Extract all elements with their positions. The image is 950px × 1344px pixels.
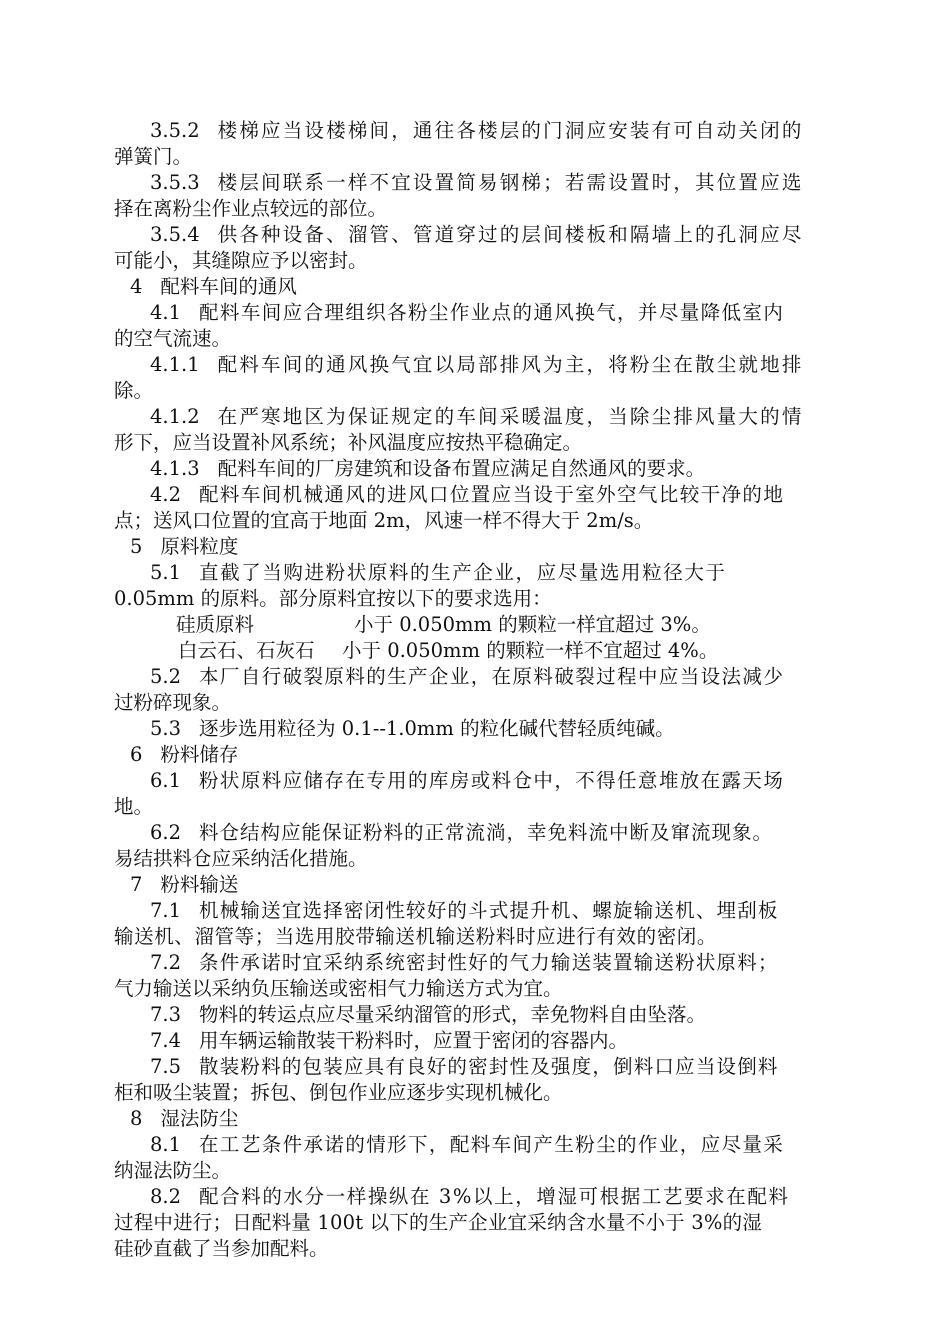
clause-4-1-1 [114, 352, 826, 378]
section-heading-7 [114, 872, 826, 898]
clause-3-5-2 [114, 118, 826, 144]
clause-7-1 [114, 898, 826, 924]
clause-text: 纳湿法防尘。 [114, 1159, 232, 1182]
clause-continuation [114, 976, 826, 1002]
clause-text: 0.05mm 的原料。部分原料宜按以下的要求选用： [114, 587, 552, 610]
clause-number: 4.1 [150, 301, 182, 324]
section-heading-8 [114, 1106, 826, 1132]
clause-6-1 [114, 768, 826, 794]
clause-text: 本厂自行破裂原料的生产企业，在原料破裂过程中应当设法减少 [199, 665, 785, 688]
requirement-row-silica [114, 612, 826, 638]
clause-continuation [114, 586, 826, 612]
material-name: 硅质原料 [176, 613, 255, 636]
clause-continuation [114, 144, 826, 170]
clause-text: 柜和吸尘装置；拆包、倒包作业应逐步实现机械化。 [114, 1081, 563, 1104]
clause-8-1 [114, 1132, 826, 1158]
clause-text: 物料的转运点应尽量采纳溜管的形式，幸免物料自由坠落。 [199, 1003, 707, 1026]
section-title: 粉料输送 [160, 873, 239, 896]
clause-number: 4.2 [150, 483, 182, 506]
section-number: 6 [130, 743, 143, 766]
section-number: 8 [130, 1107, 143, 1130]
clause-text: 料仓结构应能保证粉料的正常流淌，幸免料流中断及窜流现象。 [199, 821, 774, 844]
clause-5-3 [114, 716, 826, 742]
clause-7-4 [114, 1028, 826, 1054]
clause-continuation [114, 378, 826, 404]
clause-5-1 [114, 560, 826, 586]
section-heading-4 [114, 274, 826, 300]
clause-8-2 [114, 1184, 826, 1210]
requirement-text: 小于 0.050mm 的颗粒一样不宜超过 4%。 [342, 639, 719, 662]
clause-text: 点；送风口位置的宜高于地面 2m，风速一样不得大于 2m/s。 [114, 509, 654, 532]
clause-number: 7.4 [150, 1029, 182, 1052]
clause-3-5-4 [114, 222, 826, 248]
clause-number: 6.1 [150, 769, 182, 792]
section-number: 4 [130, 275, 143, 298]
clause-text: 楼梯应当设楼梯间，通往各楼层的门洞应安装有可自动关闭的 [217, 119, 804, 142]
requirement-text: 小于 0.050mm 的颗粒一样宜超过 3%。 [354, 613, 711, 636]
section-heading-5 [114, 534, 826, 560]
clause-number: 4.1.3 [150, 457, 200, 480]
clause-text: 逐步选用粒径为 0.1--1.0mm 的粒化碱代替轻质纯碱。 [199, 717, 675, 740]
clause-continuation [114, 508, 826, 534]
clause-4-1 [114, 300, 826, 326]
clause-6-2 [114, 820, 826, 846]
clause-text: 可能小，其缝隙应予以密封。 [114, 249, 368, 272]
clause-continuation [114, 794, 826, 820]
section-title: 粉料储存 [160, 743, 239, 766]
clause-number: 3.5.2 [150, 119, 200, 142]
clause-text: 硅砂直截了当参加配料。 [114, 1237, 329, 1260]
clause-text: 配合料的水分一样操纵在 3%以上，增湿可根据工艺要求在配料 [199, 1185, 790, 1208]
clause-number: 8.2 [150, 1185, 182, 1208]
section-number: 7 [130, 873, 143, 896]
clause-number: 5.3 [150, 717, 182, 740]
clause-5-2 [114, 664, 826, 690]
clause-number: 3.5.3 [150, 171, 200, 194]
clause-text: 的空气流速。 [114, 327, 232, 350]
clause-text: 配料车间的厂房建筑和设备布置应满足自然通风的要求。 [217, 457, 706, 480]
clause-7-5 [114, 1054, 826, 1080]
clause-text: 在严寒地区为保证规定的车间采暖温度，当除尘排风量大的情 [217, 405, 804, 428]
clause-continuation [114, 924, 826, 950]
clause-continuation [114, 196, 826, 222]
clause-text: 直截了当购进粉状原料的生产企业，应尽量选用粒径大于 [199, 561, 727, 584]
clause-text: 粉状原料应储存在专用的库房或料仓中，不得任意堆放在露天场 [199, 769, 785, 792]
section-heading-6 [114, 742, 826, 768]
clause-continuation [114, 1210, 826, 1236]
clause-text: 配料车间应合理组织各粉尘作业点的通风换气，并尽量降低室内 [199, 301, 785, 324]
clause-text: 易结拱料仓应采纳活化措施。 [114, 847, 368, 870]
clause-4-1-3 [114, 456, 826, 482]
clause-continuation [114, 326, 826, 352]
clause-text: 气力输送以采纳负压输送或密相气力输送方式为宜。 [114, 977, 563, 1000]
clause-number: 5.1 [150, 561, 182, 584]
clause-text: 过程中进行；日配料量 100t 以下的生产企业宜采纳含水量不小于 3%的湿 [114, 1211, 762, 1234]
clause-number: 8.1 [150, 1133, 182, 1156]
clause-text: 机械输送宜选择密闭性较好的斗式提升机、螺旋输送机、埋刮板 [199, 899, 779, 922]
clause-number: 5.2 [150, 665, 182, 688]
clause-4-2 [114, 482, 826, 508]
clause-3-5-3 [114, 170, 826, 196]
clause-continuation [114, 1158, 826, 1184]
document-page [114, 118, 826, 1262]
clause-continuation [114, 690, 826, 716]
clause-text: 地。 [114, 795, 154, 818]
clause-number: 3.5.4 [150, 223, 200, 246]
clause-text: 形下，应当设置补风系统；补风温度应按热平稳确定。 [114, 431, 583, 454]
clause-number: 6.2 [150, 821, 182, 844]
clause-number: 4.1.2 [150, 405, 200, 428]
requirement-row-dolomite [114, 638, 826, 664]
clause-text: 楼层间联系一样不宜设置简易钢梯；若需设置时，其位置应选 [217, 171, 804, 194]
clause-text: 散装粉料的包装应具有良好的密封性及强度，倒料口应当设倒料 [199, 1055, 779, 1078]
clause-text: 输送机、溜管等；当选用胶带输送机输送粉料时应进行有效的密闭。 [114, 925, 718, 948]
clause-continuation [114, 846, 826, 872]
section-title: 原料粒度 [160, 535, 239, 558]
clause-number: 7.5 [150, 1055, 182, 1078]
material-name: 白云石、石灰石 [178, 639, 315, 662]
clause-text: 配料车间的通风换气宜以局部排风为主，将粉尘在散尘就地排 [217, 353, 804, 376]
clause-continuation [114, 248, 826, 274]
clause-text: 弹簧门。 [114, 145, 193, 168]
clause-continuation [114, 1080, 826, 1106]
clause-continuation [114, 430, 826, 456]
clause-number: 4.1.1 [150, 353, 200, 376]
clause-number: 7.2 [150, 951, 182, 974]
clause-text: 条件承诺时宜采纳系统密封性好的气力输送装置输送粉状原料； [199, 951, 779, 974]
clause-text: 供各种设备、溜管、管道穿过的层间楼板和隔墙上的孔洞应尽 [217, 223, 804, 246]
clause-text: 配料车间机械通风的进风口位置应当设于室外空气比较干净的地 [199, 483, 785, 506]
section-number: 5 [130, 535, 143, 558]
clause-text: 过粉碎现象。 [114, 691, 232, 714]
section-title: 配料车间的通风 [160, 275, 297, 298]
clause-7-2 [114, 950, 826, 976]
clause-7-3 [114, 1002, 826, 1028]
clause-continuation [114, 1236, 826, 1262]
clause-text: 用车辆运输散装干粉料时，应置于密闭的容器内。 [199, 1029, 629, 1052]
clause-text: 择在离粉尘作业点较远的部位。 [114, 197, 388, 220]
clause-text: 除。 [114, 379, 154, 402]
clause-4-1-2 [114, 404, 826, 430]
clause-number: 7.3 [150, 1003, 182, 1026]
clause-text: 在工艺条件承诺的情形下，配料车间产生粉尘的作业，应尽量采 [199, 1133, 785, 1156]
clause-number: 7.1 [150, 899, 182, 922]
section-title: 湿法防尘 [160, 1107, 239, 1130]
